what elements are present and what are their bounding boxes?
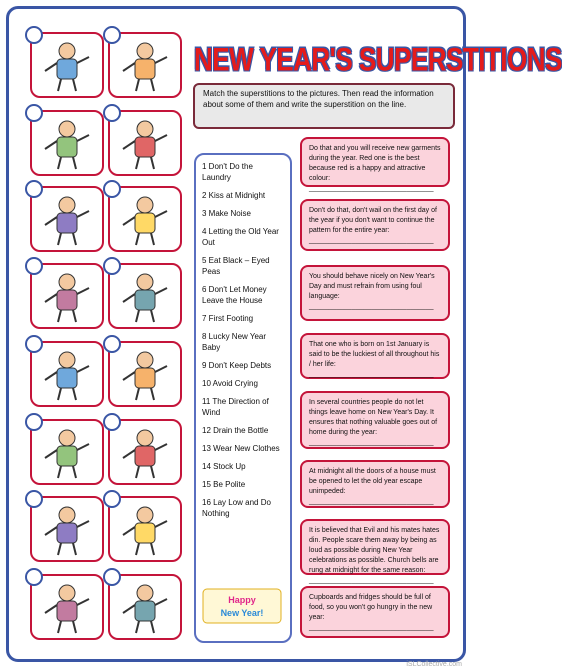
list-item: 10 Avoid Crying xyxy=(202,379,258,388)
picture-box xyxy=(30,419,104,485)
info-card-text: It is believed that Evil and his mates hates din. People scare them away by being as loud as possible during New Year celebrations as possible. Church bells are rung at midnight for the same reason: ________________________________ xyxy=(309,527,440,584)
answer-circle[interactable] xyxy=(103,413,121,431)
info-card-text: Do that and you will receive new garments during the year. Red one is the best because red is a happy and attractive colour: ________________________________ xyxy=(309,145,441,192)
picture-box xyxy=(30,110,104,176)
info-card-text: You should behave nicely on New Year's Day and must refrain from using foul language: ________________________________ xyxy=(309,273,435,310)
open-door-icon xyxy=(37,424,97,480)
info-card xyxy=(300,519,450,584)
picture-box xyxy=(30,32,104,98)
list-item: 3 Make Noise xyxy=(202,209,251,218)
info-card xyxy=(300,586,450,638)
list-item: 4 Letting the Old Year Out xyxy=(202,227,279,247)
svg-text:New Year!: New Year! xyxy=(220,608,264,618)
money-bag-icon xyxy=(37,501,97,557)
top-hat-icon xyxy=(115,191,175,247)
info-card xyxy=(300,460,450,508)
answer-circle[interactable] xyxy=(25,335,43,353)
page-title: NEW YEAR'S SUPERSTITIONS xyxy=(194,40,562,78)
info-card xyxy=(300,199,450,251)
red-dress-woman-icon xyxy=(115,424,175,480)
list-item: 1 Don't Do the Laundry xyxy=(202,162,253,182)
door-person-icon xyxy=(37,37,97,93)
superstition-list xyxy=(194,153,292,643)
picture-box xyxy=(108,186,182,252)
info-card-text: Cupboards and fridges should be full of food, so you won't go hungry in the new year: ________________________________ xyxy=(309,594,434,631)
chained-person-icon xyxy=(37,191,97,247)
picture-box xyxy=(108,419,182,485)
picture-box xyxy=(108,32,182,98)
info-card-text: In several countries people do not let things leave home on New Year's Day. It ensures that nothing valuable goes out of home during the year: ________________________________ xyxy=(309,399,438,446)
picture-box xyxy=(108,110,182,176)
info-card xyxy=(300,391,450,449)
list-item: 5 Eat Black – Eyed Peas xyxy=(202,256,270,276)
info-card xyxy=(300,137,450,192)
list-item: 6 Don't Let Money Leave the House xyxy=(202,285,267,305)
happy-new-year-badge xyxy=(202,588,282,624)
answer-circle[interactable] xyxy=(103,104,121,122)
info-card-text: At midnight all the doors of a house must be opened to let the old year escape unimpeded: ________________________________ xyxy=(309,468,436,505)
picture-box xyxy=(30,186,104,252)
party-horn-icon xyxy=(37,346,97,402)
answer-circle[interactable] xyxy=(25,26,43,44)
picture-box xyxy=(30,263,104,329)
list-item: 16 Lay Low and Do Nothing xyxy=(202,498,271,518)
answer-circle[interactable] xyxy=(103,257,121,275)
picture-box xyxy=(30,496,104,562)
picture-box xyxy=(108,263,182,329)
sofa-sleeping-icon xyxy=(37,115,97,171)
list-item: 14 Stock Up xyxy=(202,462,246,471)
picture-box xyxy=(108,496,182,562)
washing-machine-icon xyxy=(37,579,97,635)
list-item: 9 Don't Keep Debts xyxy=(202,361,272,370)
list-item: 8 Lucky New Year Baby xyxy=(202,332,267,352)
list-item: 12 Drain the Bottle xyxy=(202,426,269,435)
svg-text:Happy: Happy xyxy=(228,595,256,605)
list-item: 7 First Footing xyxy=(202,314,254,323)
picture-box xyxy=(108,574,182,640)
info-card xyxy=(300,265,450,321)
footer-watermark: iSLCollective.com xyxy=(406,661,462,668)
answer-circle[interactable] xyxy=(25,257,43,275)
woman-icon xyxy=(115,268,175,324)
info-card xyxy=(300,333,450,379)
armchair-window-icon xyxy=(37,268,97,324)
list-item: 13 Wear New Clothes xyxy=(202,444,280,453)
list-item: 15 Be Polite xyxy=(202,480,246,489)
instructions-box: Match the superstitions to the pictures. Then read the information about some of them and write the superstition on the line. xyxy=(193,83,455,129)
answer-circle[interactable] xyxy=(103,26,121,44)
info-card-text: That one who is born on 1st January is said to be the luckiest of all throughout his / her life: ________________________________ xyxy=(309,341,440,378)
toilet-paper-person-icon xyxy=(115,37,175,93)
spilled-bottle-icon xyxy=(115,346,175,402)
answer-circle[interactable] xyxy=(25,490,43,508)
answer-circle[interactable] xyxy=(103,568,121,586)
answer-circle[interactable] xyxy=(103,180,121,198)
answer-circle[interactable] xyxy=(103,490,121,508)
answer-circle[interactable] xyxy=(103,335,121,353)
picture-box xyxy=(30,574,104,640)
answer-circle[interactable] xyxy=(25,413,43,431)
couple-arguing-icon xyxy=(115,501,175,557)
list-item: 2 Kiss at Midnight xyxy=(202,191,266,200)
picture-box xyxy=(108,341,182,407)
list-item: 11 The Direction of Wind xyxy=(202,397,269,417)
info-card-text: Don't do that, don't wail on the first day of the year if you don't want to continue the pattern for the entire year: ________________________________ xyxy=(309,207,437,244)
answer-circle[interactable] xyxy=(25,104,43,122)
wind-cloud-icon xyxy=(115,579,175,635)
picture-box xyxy=(30,341,104,407)
dancing-person-icon xyxy=(115,115,175,171)
answer-circle[interactable] xyxy=(25,180,43,198)
answer-circle[interactable] xyxy=(25,568,43,586)
